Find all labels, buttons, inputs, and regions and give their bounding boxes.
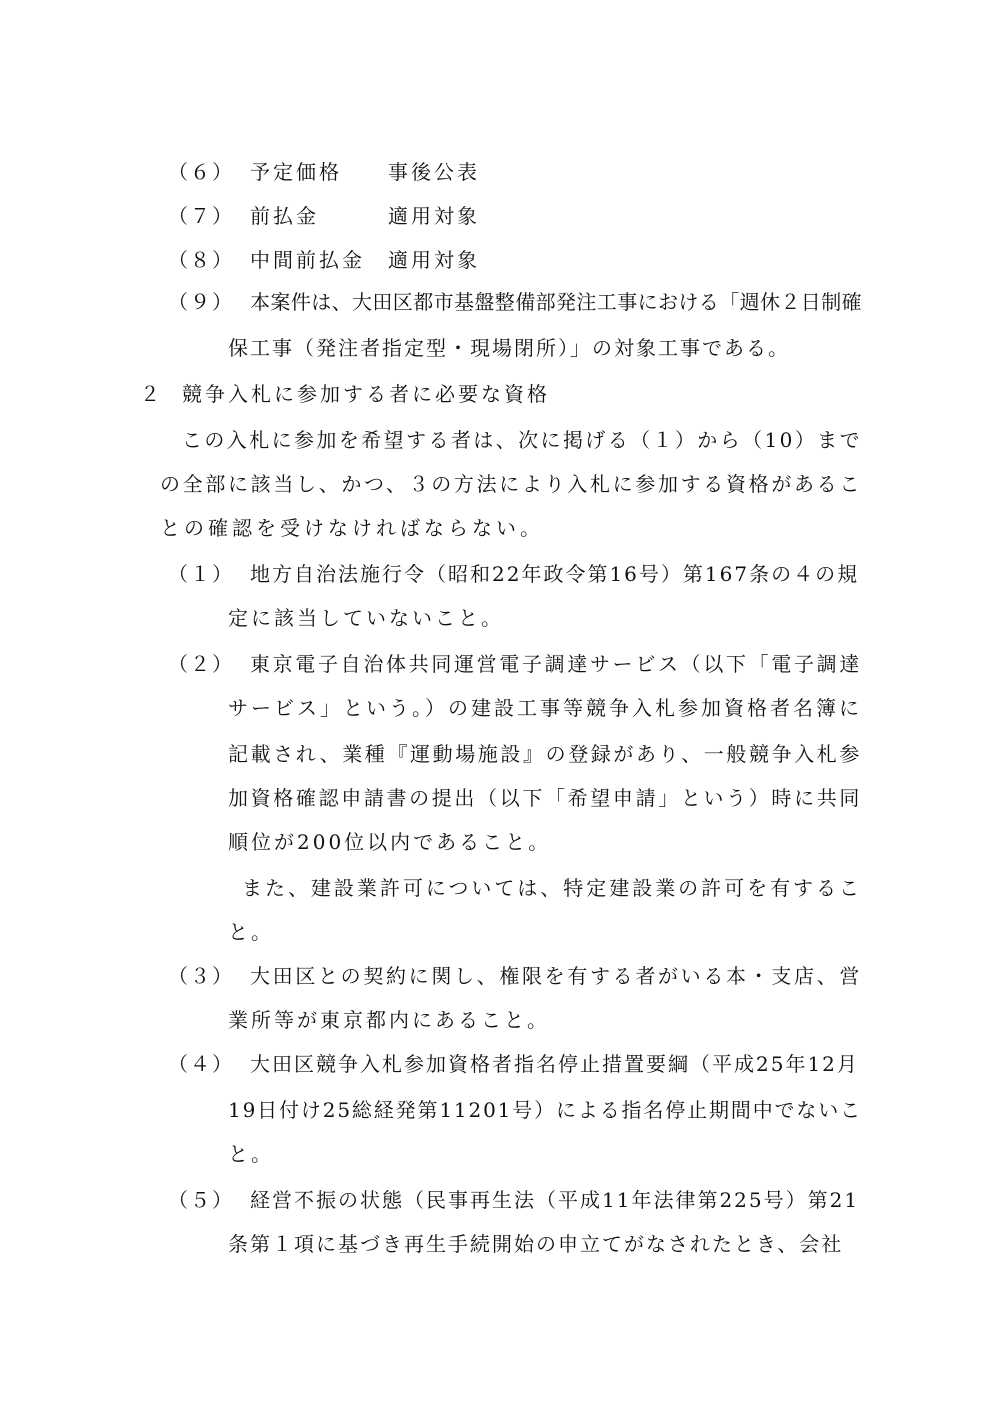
item-number: （８） <box>168 248 234 272</box>
item-number: （９） <box>168 290 234 314</box>
item-number: （６） <box>168 160 234 184</box>
item-number: （２） <box>168 652 234 676</box>
item-number: （７） <box>168 204 234 228</box>
intro-line: の全部に該当し、かつ、３の方法により入札に参加する資格があるこ <box>160 472 862 496</box>
item-text-line: 東京電子自治体共同運営電子調達サービス（以下「電子調達 <box>250 652 862 676</box>
item-note-line: と。 <box>228 920 274 944</box>
item-value: 適用対象 <box>388 248 480 272</box>
item-text-line: 業所等が東京都内にあること。 <box>228 1008 550 1032</box>
item-text-line: 地方自治法施行令（昭和22年政令第16号）第167条の４の規 <box>250 562 860 586</box>
item-number: （３） <box>168 964 234 988</box>
item-number: （１） <box>168 562 234 586</box>
item-text-line: 保工事（発注者指定型・現場閉所）」の対象工事である。 <box>228 336 790 360</box>
item-text-line: 経営不振の状態（民事再生法（平成11年法律第225号）第21 <box>250 1188 860 1212</box>
section-number: ２ <box>140 382 162 406</box>
item-label: 前払金 <box>250 204 319 228</box>
item-value: 適用対象 <box>388 204 480 228</box>
item-text-line: 条第１項に基づき再生手続開始の申立てがなされたとき、会社 <box>228 1232 844 1256</box>
item-text-line: 大田区との契約に関し、権限を有する者がいる本・支店、営 <box>250 964 862 988</box>
item-number: （４） <box>168 1052 234 1076</box>
item-text-line: 記載され、業種『運動場施設』の登録があり、一般競争入札参 <box>228 742 862 766</box>
item-note-line: また、建設業許可については、特定建設業の許可を有するこ <box>242 876 862 900</box>
intro-line: この入札に参加を希望する者は、次に掲げる（１）から（10）まで <box>182 428 862 452</box>
item-text-line: サービス」という。）の建設工事等競争入札参加資格者名簿に <box>228 696 862 720</box>
item-text-line: 本案件は、大田区都市基盤整備部発注工事における「週休２日制確 <box>250 290 862 314</box>
item-text-line: 加資格確認申請書の提出（以下「希望申請」という）時に共同 <box>228 786 862 810</box>
section-title: 競争入札に参加する者に必要な資格 <box>182 382 550 406</box>
item-label: 中間前払金 <box>250 248 365 272</box>
item-text-line: 定に該当していないこと。 <box>228 606 504 630</box>
item-text-line: と。 <box>228 1142 274 1166</box>
item-text-line: 19日付け25総経発第11201号）による指名停止期間中でないこ <box>228 1098 862 1122</box>
intro-line: との確認を受けなければならない。 <box>160 516 544 540</box>
item-text-line: 順位が200位以内であること。 <box>228 830 552 854</box>
item-text-line: 大田区競争入札参加資格者指名停止措置要綱（平成25年12月 <box>250 1052 859 1076</box>
item-value: 事後公表 <box>388 160 480 184</box>
item-label: 予定価格 <box>250 160 342 184</box>
item-number: （５） <box>168 1188 234 1212</box>
